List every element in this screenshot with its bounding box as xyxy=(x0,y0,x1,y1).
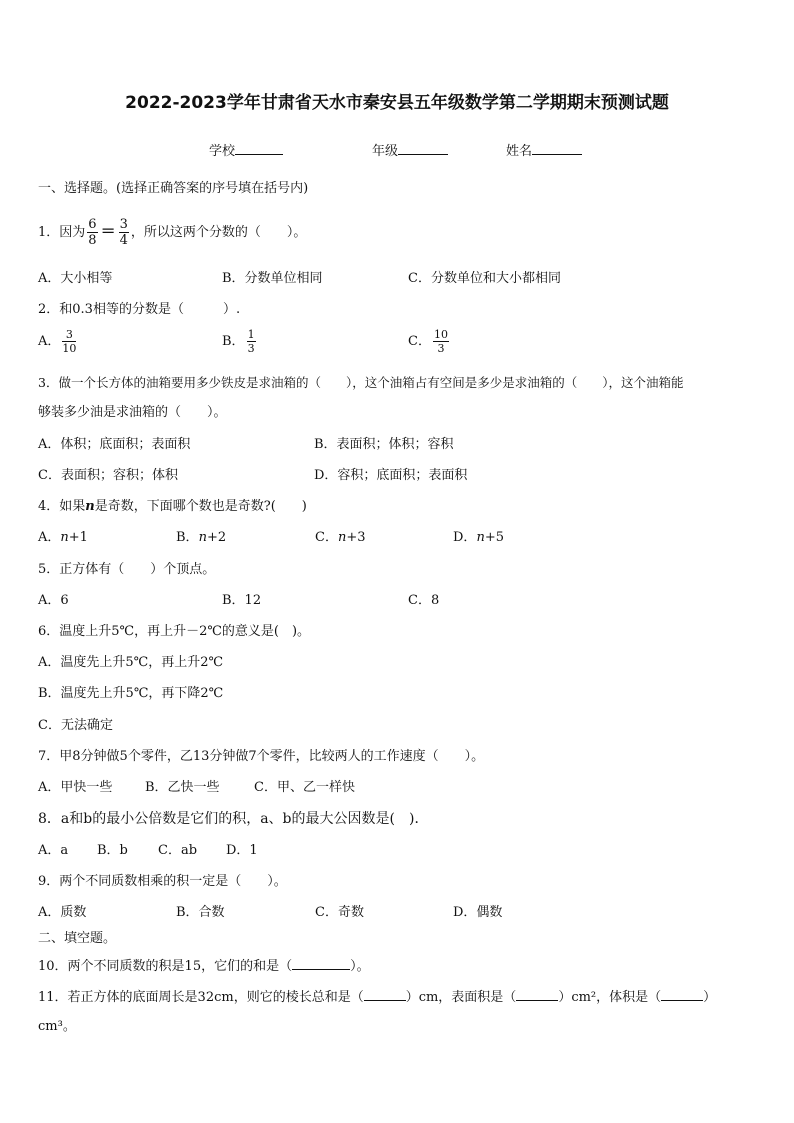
q11-part-3: ）cm²，体积是（ xyxy=(558,990,662,1005)
q4-option-c[interactable] xyxy=(315,529,366,547)
q1-fraction-3-4 xyxy=(119,218,129,247)
q3-option-c[interactable]: C．表面积；容积；体积 xyxy=(38,468,178,483)
q2-b-label: B． xyxy=(222,334,245,349)
school-field xyxy=(209,141,283,161)
q1-f1-numerator: 6 xyxy=(88,217,97,232)
grade-field xyxy=(372,141,448,161)
question-5: 5．正方体有（ ）个顶点。 xyxy=(38,562,216,577)
q2-b-denominator: 3 xyxy=(247,342,255,355)
q1-f1-denominator: 8 xyxy=(88,233,97,248)
q11-volume-blank[interactable] xyxy=(661,987,703,1001)
q6-option-a[interactable]: A．温度先上升5℃，再上升2℃ xyxy=(38,655,224,670)
q4-a-label: A． xyxy=(38,530,61,545)
q9-option-a[interactable]: A．质数 xyxy=(38,905,87,920)
q9-option-b[interactable]: B．合数 xyxy=(176,905,225,920)
q7-option-c[interactable]: C．甲、乙一样快 xyxy=(254,780,355,795)
q6-option-b[interactable]: B．温度先上升5℃，再下降2℃ xyxy=(38,686,224,701)
q8-option-c[interactable]: C．ab xyxy=(158,843,198,858)
q3-option-b[interactable]: B．表面积；体积；容积 xyxy=(314,437,454,452)
school-blank[interactable] xyxy=(235,141,283,155)
question-2: 2．和0.3相等的分数是（ ）. xyxy=(38,302,241,317)
q9-option-d[interactable]: D．偶数 xyxy=(453,905,503,920)
q4-variable: n xyxy=(85,499,95,514)
name-label: 姓名 xyxy=(506,144,533,159)
name-blank[interactable] xyxy=(532,141,582,155)
question-4 xyxy=(38,498,307,516)
q5-option-b[interactable]: B．12 xyxy=(222,593,262,608)
q2-c-denominator: 3 xyxy=(437,342,445,355)
q4-a-rest: +1 xyxy=(68,530,88,545)
q11-part-2: ）cm，表面积是（ xyxy=(405,990,517,1005)
grade-label: 年级 xyxy=(372,144,399,159)
q4-b-label: B． xyxy=(176,530,199,545)
question-11-line-2: cm³。 xyxy=(38,1019,76,1034)
grade-blank[interactable] xyxy=(398,141,448,155)
q4-prefix: 4．如果 xyxy=(38,499,86,514)
q4-a-var: n xyxy=(60,530,69,545)
q2-option-b[interactable] xyxy=(222,329,258,354)
q4-option-a[interactable] xyxy=(38,529,88,547)
q2-c-fraction xyxy=(433,329,449,354)
q11-surface-area-blank[interactable] xyxy=(516,987,558,1001)
section-2-heading: 二、填空题。 xyxy=(38,931,117,946)
q11-edge-total-blank[interactable] xyxy=(364,987,406,1001)
q9-option-c[interactable]: C．奇数 xyxy=(315,905,364,920)
q6-option-c[interactable]: C．无法确定 xyxy=(38,718,113,733)
q4-d-label: D． xyxy=(453,530,477,545)
q5-option-c[interactable]: C．8 xyxy=(408,593,440,608)
question-10 xyxy=(38,956,370,976)
question-9: 9．两个不同质数相乘的积一定是（ ）。 xyxy=(38,874,287,889)
section-1-heading: 一、选择题。(选择正确答案的序号填在括号内) xyxy=(38,181,309,196)
question-3-line-2: 够装多少油是求油箱的（ ）。 xyxy=(38,405,227,420)
q2-a-denominator: 10 xyxy=(62,342,77,355)
q5-option-a[interactable]: A．6 xyxy=(38,593,69,608)
q2-option-a[interactable] xyxy=(38,329,78,354)
q11-part-1: 11．若正方体的底面周长是32cm，则它的棱长总和是（ xyxy=(38,990,364,1005)
q2-option-c[interactable] xyxy=(408,329,451,354)
q1-option-b[interactable]: B．分数单位相同 xyxy=(222,271,323,286)
question-6: 6．温度上升5℃，再上升－2℃的意义是( )。 xyxy=(38,624,311,639)
q10-prefix: 10．两个不同质数的积是15，它们的和是（ xyxy=(38,959,293,974)
q2-c-numerator: 10 xyxy=(433,328,448,341)
q4-d-var: n xyxy=(476,530,485,545)
q2-b-fraction xyxy=(247,329,256,354)
q4-b-rest: +2 xyxy=(206,530,227,545)
q2-a-label: A． xyxy=(38,334,61,349)
q3-option-d[interactable]: D．容积；底面积；表面积 xyxy=(314,468,468,483)
q1-option-c[interactable]: C．分数单位和大小都相同 xyxy=(408,271,561,286)
q1-fraction-6-8 xyxy=(87,218,97,247)
q1-prefix: 1．因为 xyxy=(38,225,86,240)
q1-f2-denominator: 4 xyxy=(119,233,128,248)
q2-a-fraction xyxy=(62,329,76,354)
q2-b-numerator: 1 xyxy=(247,328,255,341)
q4-option-b[interactable] xyxy=(176,529,226,547)
question-11 xyxy=(38,987,716,1007)
q1-equals: ＝ xyxy=(100,222,116,240)
question-1 xyxy=(38,218,306,247)
q4-c-rest: +3 xyxy=(346,530,366,545)
q11-part-4: ） xyxy=(703,990,717,1005)
question-8: 8．a和b的最小公倍数是它们的积，a、b的最大公因数是( )． xyxy=(38,811,429,827)
q4-b-var: n xyxy=(198,530,207,545)
question-3-line-1: 3．做一个长方体的油箱要用多少铁皮是求油箱的（ ），这个油箱占有空间是多少是求油箱的（ ），这个油箱能 xyxy=(38,375,684,390)
q10-answer-blank[interactable] xyxy=(292,956,350,970)
q2-c-label: C． xyxy=(408,334,431,349)
q8-option-d[interactable]: D．1 xyxy=(226,843,258,858)
q7-option-b[interactable]: B．乙快一些 xyxy=(145,780,220,795)
q1-suffix: ，所以这两个分数的（ ）。 xyxy=(130,225,307,240)
school-label: 学校 xyxy=(209,144,236,159)
q4-c-label: C． xyxy=(315,530,338,545)
q1-f2-numerator: 3 xyxy=(119,217,128,232)
q10-suffix: ）。 xyxy=(350,959,370,974)
q4-option-d[interactable] xyxy=(453,529,504,547)
q3-option-a[interactable]: A．体积；底面积；表面积 xyxy=(38,437,191,452)
q4-d-rest: +5 xyxy=(484,530,504,545)
q8-option-a[interactable]: A．a xyxy=(38,843,69,858)
q1-option-a[interactable]: A．大小相等 xyxy=(38,271,113,286)
name-field xyxy=(506,141,582,161)
q4-suffix: 是奇数，下面哪个数也是奇数?( ) xyxy=(94,499,307,514)
question-7: 7．甲8分钟做5个零件，乙13分钟做7个零件，比较两人的工作速度（ ）。 xyxy=(38,749,485,764)
q4-c-var: n xyxy=(337,530,347,545)
q7-option-a[interactable]: A．甲快一些 xyxy=(38,780,113,795)
page-title: 2022-2023学年甘肃省天水市秦安县五年级数学第二学期期末预测试题 xyxy=(125,93,669,113)
q2-a-numerator: 3 xyxy=(62,329,76,342)
q8-option-b[interactable]: B．b xyxy=(97,843,128,858)
